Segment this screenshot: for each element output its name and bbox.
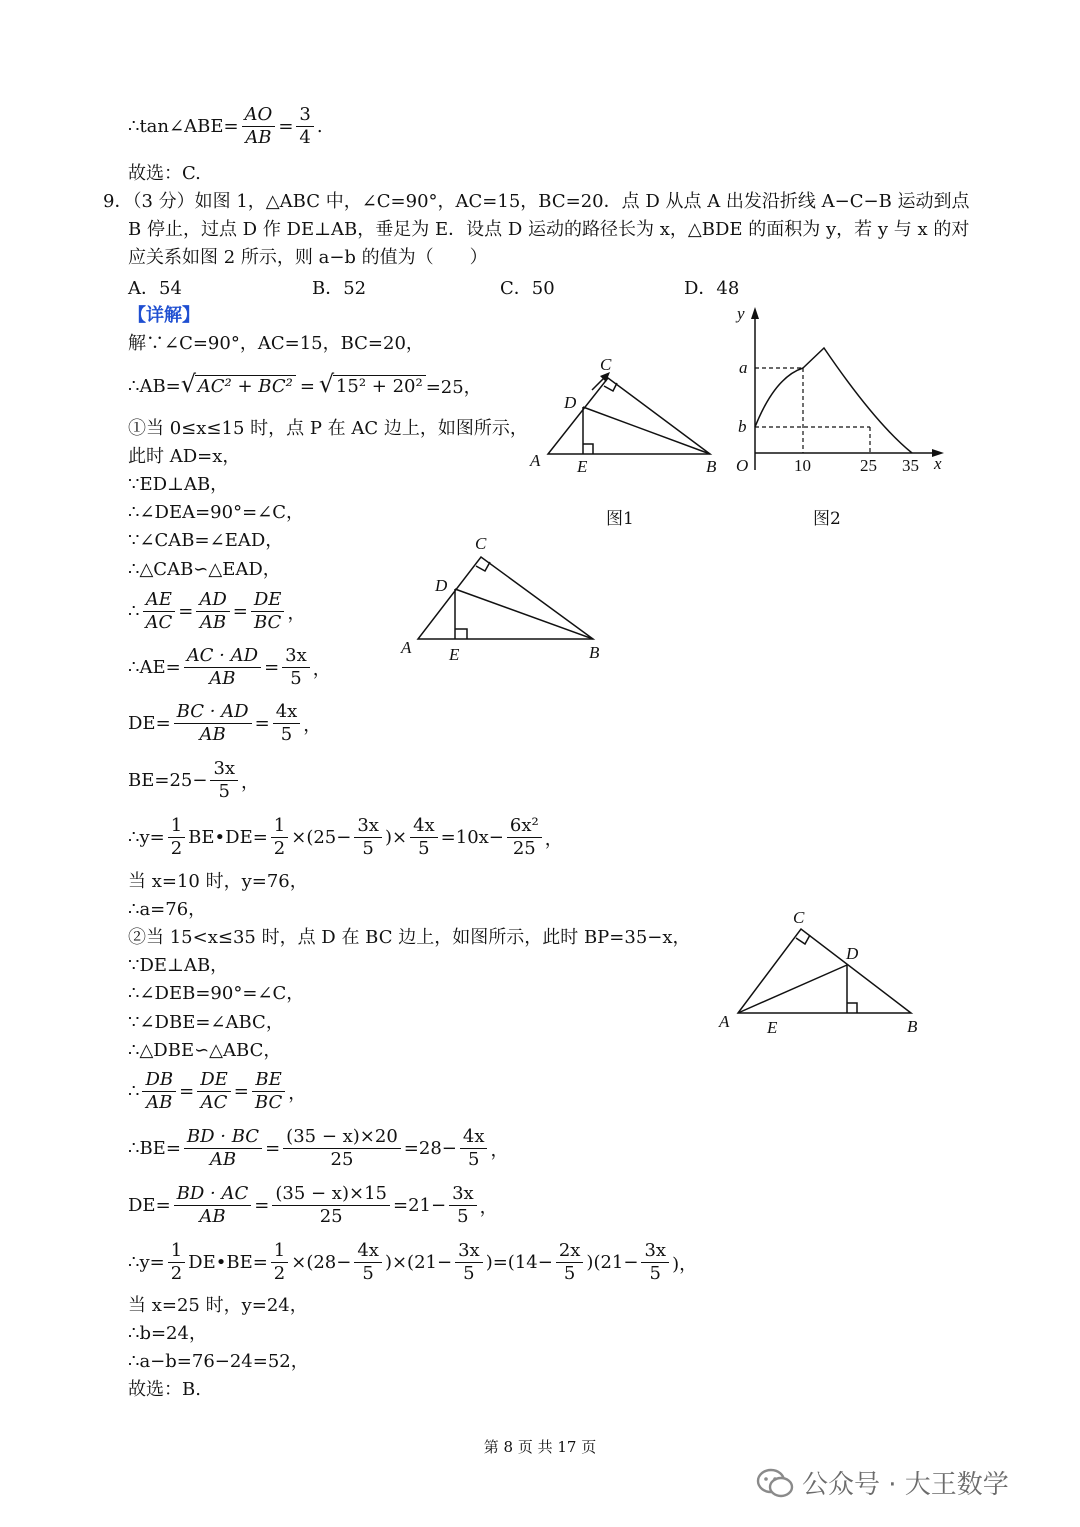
- case2-step: 当 x=25 时，y=24，: [128, 1295, 308, 1316]
- case1-step: 当 x=10 时，y=76，: [128, 871, 308, 892]
- tick-10: 10: [794, 456, 811, 475]
- case2-step: ∴b=24，: [128, 1323, 207, 1344]
- label-d: D: [564, 393, 577, 412]
- label-a-value: a: [739, 358, 748, 377]
- label-c: C: [600, 355, 612, 374]
- label-d: D: [435, 576, 448, 595]
- case1-step: ∴∠DEA=90°=∠C，: [128, 502, 305, 523]
- be-equation: BE=25− $\frac{3x}{5}$ ，: [128, 758, 260, 802]
- ae-equation: ∴AE= $\frac{AC \cdot AD}{AB}$ = $\frac{3x}{5}$ ，: [128, 645, 331, 689]
- y-equation-2: ∴y= $\frac{1}{2}$ DE•BE= $\frac{1}{2}$ ×(28− $\frac{4x}{5}$ )×(21− $\frac{3x}{5}$ )=(14− $\frac{2x}{5}$ )(21− $\frac{3x}{5}$ )，: [128, 1240, 698, 1284]
- label-origin: O: [736, 456, 749, 475]
- case1-step: ∵ED⊥AB，: [128, 474, 229, 495]
- label-d: D: [846, 944, 859, 963]
- be-equation-2: ∴BE= $\frac{BD \cdot BC}{AB}$ = $\frac{(35 - x)\times 20}{25}$ =28− $\frac{4x}{5}$ ，: [128, 1126, 509, 1170]
- figure-1-triangle: [520, 350, 730, 490]
- figure-case1-triangle: [395, 530, 610, 665]
- de-equation: DE= $\frac{BC \cdot AD}{AB}$ = $\frac{4x}{5}$ ，: [128, 701, 322, 745]
- option-d: D．48: [684, 278, 740, 299]
- case2-step: ∵∠DBE=∠ABC，: [128, 1012, 284, 1033]
- case2-step: ∴∠DEB=90°=∠C，: [128, 983, 305, 1004]
- label-a: A: [401, 638, 412, 657]
- option-b: B．52: [312, 278, 367, 299]
- page-footer: 第 8 页 共 17 页: [483, 1438, 597, 1456]
- question-line-3: 应关系如图 2 所示，则 a−b 的值为（ ）: [128, 247, 488, 268]
- option-c: C．50: [500, 278, 555, 299]
- case1-intro: ①当 0≤x≤15 时，点 P 在 AC 边上，如图所示，: [128, 418, 528, 439]
- solution-heading: 【详解】: [128, 305, 200, 326]
- prev-answer: 故选：C.: [128, 163, 201, 184]
- label-x-axis: x: [934, 454, 942, 473]
- tan-equation: ∴tan∠ABE= $\frac{AO}{AB}$ = $\frac{3}{4}$ .: [128, 104, 323, 148]
- figure-2-graph: [730, 305, 955, 485]
- question-line-1: 9．（3 分）如图 1，△ABC 中，∠C=90°，AC=15，BC=20．点 D 从点 A 出发沿折线 A−C−B 运动到点: [103, 191, 970, 212]
- ratio-equation-2: ∴ $\frac{DB}{AB}$ = $\frac{DE}{AC}$ = $\frac{BE}{BC}$ ，: [128, 1069, 307, 1113]
- figure-1-caption: 图1: [606, 509, 634, 529]
- case2-step: ∴a−b=76−24=52，: [128, 1351, 309, 1372]
- figure-2-caption: 图2: [813, 509, 841, 529]
- option-a: A．54: [128, 278, 182, 299]
- final-answer: 故选：B.: [128, 1379, 201, 1400]
- label-a: A: [530, 451, 541, 470]
- watermark-text: 公众号 · 大王数学: [802, 1470, 1009, 1500]
- case2-step: ∴△DBE∽△ABC，: [128, 1040, 282, 1061]
- case2-intro: ②当 15<x≤35 时，点 D 在 BC 边上，如图所示，此时 BP=35−x，: [128, 927, 691, 948]
- label-a: A: [719, 1012, 730, 1031]
- label-c: C: [475, 534, 487, 553]
- ab-equation: ∴AB= √ AC² + BC² = √ 15² + 20² =25，: [128, 369, 482, 398]
- label-e: E: [449, 645, 460, 664]
- case2-step: ∵DE⊥AB，: [128, 955, 229, 976]
- label-b-value: b: [738, 417, 747, 436]
- de-equation-2: DE= $\frac{BD \cdot AC}{AB}$ = $\frac{(35 - x)\times 15}{25}$ =21− $\frac{3x}{5}$ ，: [128, 1183, 498, 1227]
- label-e: E: [767, 1018, 778, 1037]
- question-line-2: B 停止，过点 D 作 DE⊥AB，垂足为 E．设点 D 运动的路径长为 x，△BDE 的面积为 y，若 y 与 x 的对: [128, 219, 970, 240]
- label-e: E: [577, 457, 588, 476]
- label-c: C: [793, 908, 805, 927]
- label-b: B: [589, 643, 600, 662]
- case1-step: ∴△CAB∽△EAD，: [128, 559, 281, 580]
- label-y-axis: y: [737, 304, 745, 323]
- label-b: B: [907, 1017, 918, 1036]
- y-equation-1: ∴y= $\frac{1}{2}$ BE•DE= $\frac{1}{2}$ ×(25− $\frac{3x}{5}$ )× $\frac{4x}{5}$ =10x− $\frac{\text{6x²}}{25}$ ，: [128, 815, 563, 859]
- tick-25: 25: [860, 456, 877, 475]
- figure-case2-triangle: [715, 905, 930, 1040]
- watermark: [756, 1464, 1009, 1501]
- ratio-equation-1: ∴ $\frac{AE}{AC}$ = $\frac{AD}{AB}$ = $\frac{DE}{BC}$ ，: [128, 589, 306, 633]
- case1-step: ∵∠CAB=∠EAD，: [128, 530, 284, 551]
- solution-given: 解∵∠C=90°，AC=15，BC=20，: [128, 333, 424, 354]
- case1-step: 此时 AD=x，: [128, 446, 241, 467]
- tick-35: 35: [902, 456, 919, 475]
- wechat-icon: [756, 1468, 794, 1498]
- case1-step: ∴a=76，: [128, 899, 207, 920]
- label-b: B: [706, 457, 717, 476]
